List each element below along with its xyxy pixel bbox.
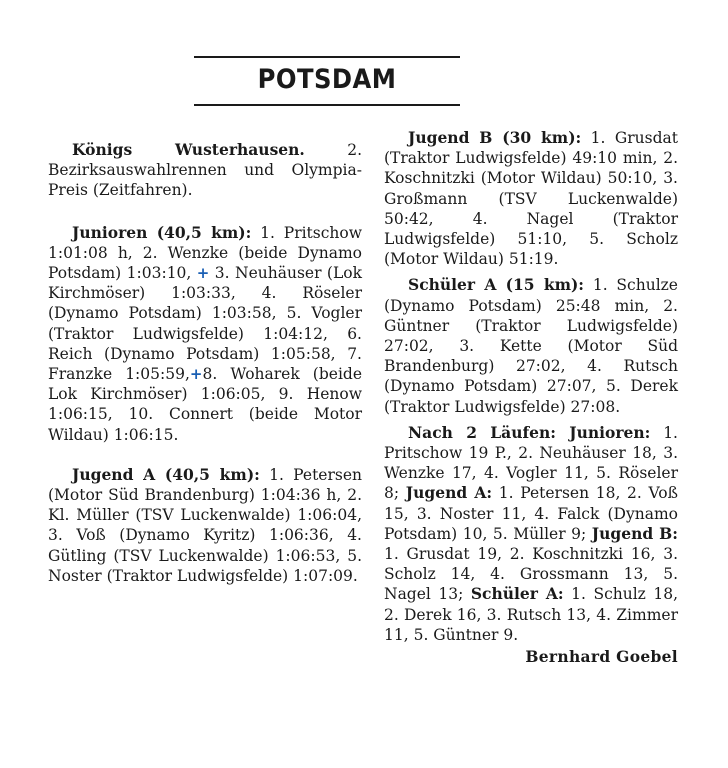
standings-text-junioren: 1. Pritschow 19 P., 2. Neuhäuser 18, 3. Wenzke 17, 4. Vogler 11, 5. Röseler 8;: [384, 423, 678, 503]
right-column: [384, 128, 678, 667]
standings-paragraph: [384, 423, 678, 645]
jugend-a-text: 1. Petersen (Motor Süd Brandenburg) 1:04:36 h, 2. Kl. Müller (TSV Luckenwalde) 1:06:04, 3. Voß (Dynamo Kyritz) 1:06:36, 4. Gütling (TSV Luckenwalde) 1:06:53, 5. Noster (Traktor Ludwigsfelde) 1:07:09.: [48, 465, 362, 585]
intro-text: 2. Bezirksauswahlrennen und Olympia-Preis (Zeitfahren).: [48, 141, 363, 200]
standings-lead-schueler-a: Schüler A:: [470, 584, 564, 604]
jugend-b-text: 1. Grusdat (Traktor Ludwigsfelde) 49:10 min, 2. Koschnitzki (Motor Wildau) 50:10, 3. Großmann (TSV Luckenwalde) 50:42, 4. Nagel (Traktor Ludwigsfelde) 51:10, 5. Scholz (Motor Wildau) 51:19.: [384, 129, 678, 269]
standings-lead-junioren: Nach 2 Läufen: Junioren:: [408, 422, 651, 442]
headline-rule-top: [194, 56, 460, 58]
standings-text-jugend-a: 1. Petersen 18, 2. Voß 15, 3. Noster 11, 4. Falck (Dynamo Potsdam) 10, 5. Müller 9;: [384, 484, 678, 543]
jugend-b-lead: Jugend B (30 km):: [408, 128, 582, 147]
standings-lead-jugend-a: Jugend A:: [405, 483, 493, 503]
junioren-text-a: 1. Pritschow 1:01:08 h, 2. Wenzke (beide Dynamo Potsdam) 1:03:10,: [48, 223, 363, 283]
jugend-a-paragraph: [48, 465, 362, 586]
jugend-a-lead: Jugend A (40,5 km):: [72, 464, 260, 484]
schueler-a-paragraph: [384, 275, 678, 416]
page-title: POTSDAM: [257, 64, 397, 95]
standings-text-jugend-b: 1. Grusdat 19, 2. Koschnitzki 16, 3. Scholz 14, 4. Grossmann 13, 5. Nagel 13;: [384, 545, 678, 604]
junioren-text-b: 3. Neuhäuser (Lok Kirchmöser) 1:03:33, 4. Röseler (Dynamo Potsdam) 1:03:58, 5. Vogler (Traktor Ludwigsfelde) 1:04:12, 6. Reich (Dynamo Potsdam) 1:05:58, 7. Franzke 1:05:59,: [48, 264, 362, 384]
schueler-a-text: 1. Schulze (Dynamo Potsdam) 25:48 min, 2. Güntner (Traktor Ludwigsfelde) 27:02, 3. Kette (Motor Süd Brandenburg) 27:02, 4. Rutsch (Dynamo Potsdam) 27:07, 5. Derek (Traktor Ludwigsfelde) 27:08.: [384, 276, 678, 416]
jugend-b-paragraph: [384, 128, 678, 269]
schueler-a-lead: Schüler A (15 km):: [408, 275, 585, 295]
cross-marker-icon: +: [189, 365, 203, 384]
junioren-paragraph: [48, 223, 362, 445]
cross-marker-icon: +: [196, 264, 210, 283]
junioren-text-c: 8. Woharek (beide Lok Kirchmöser) 1:06:05, 9. Henow 1:06:15, 10. Connert (beide Motor Wildau) 1:06:15.: [48, 365, 362, 444]
standings-text-schueler-a: 1. Schulz 18, 2. Derek 16, 3. Rutsch 13, 4. Zimmer 11, 5. Güntner 9.: [384, 585, 679, 644]
standings-lead-jugend-b: Jugend B:: [591, 523, 678, 543]
author-signature: Bernhard Goebel: [525, 647, 678, 667]
left-column: [48, 140, 362, 586]
junioren-lead: Junioren (40,5 km):: [72, 222, 252, 242]
intro-lead: Königs Wusterhausen.: [72, 140, 305, 159]
headline-rule-bottom: [194, 104, 460, 106]
intro-paragraph: [48, 140, 362, 201]
